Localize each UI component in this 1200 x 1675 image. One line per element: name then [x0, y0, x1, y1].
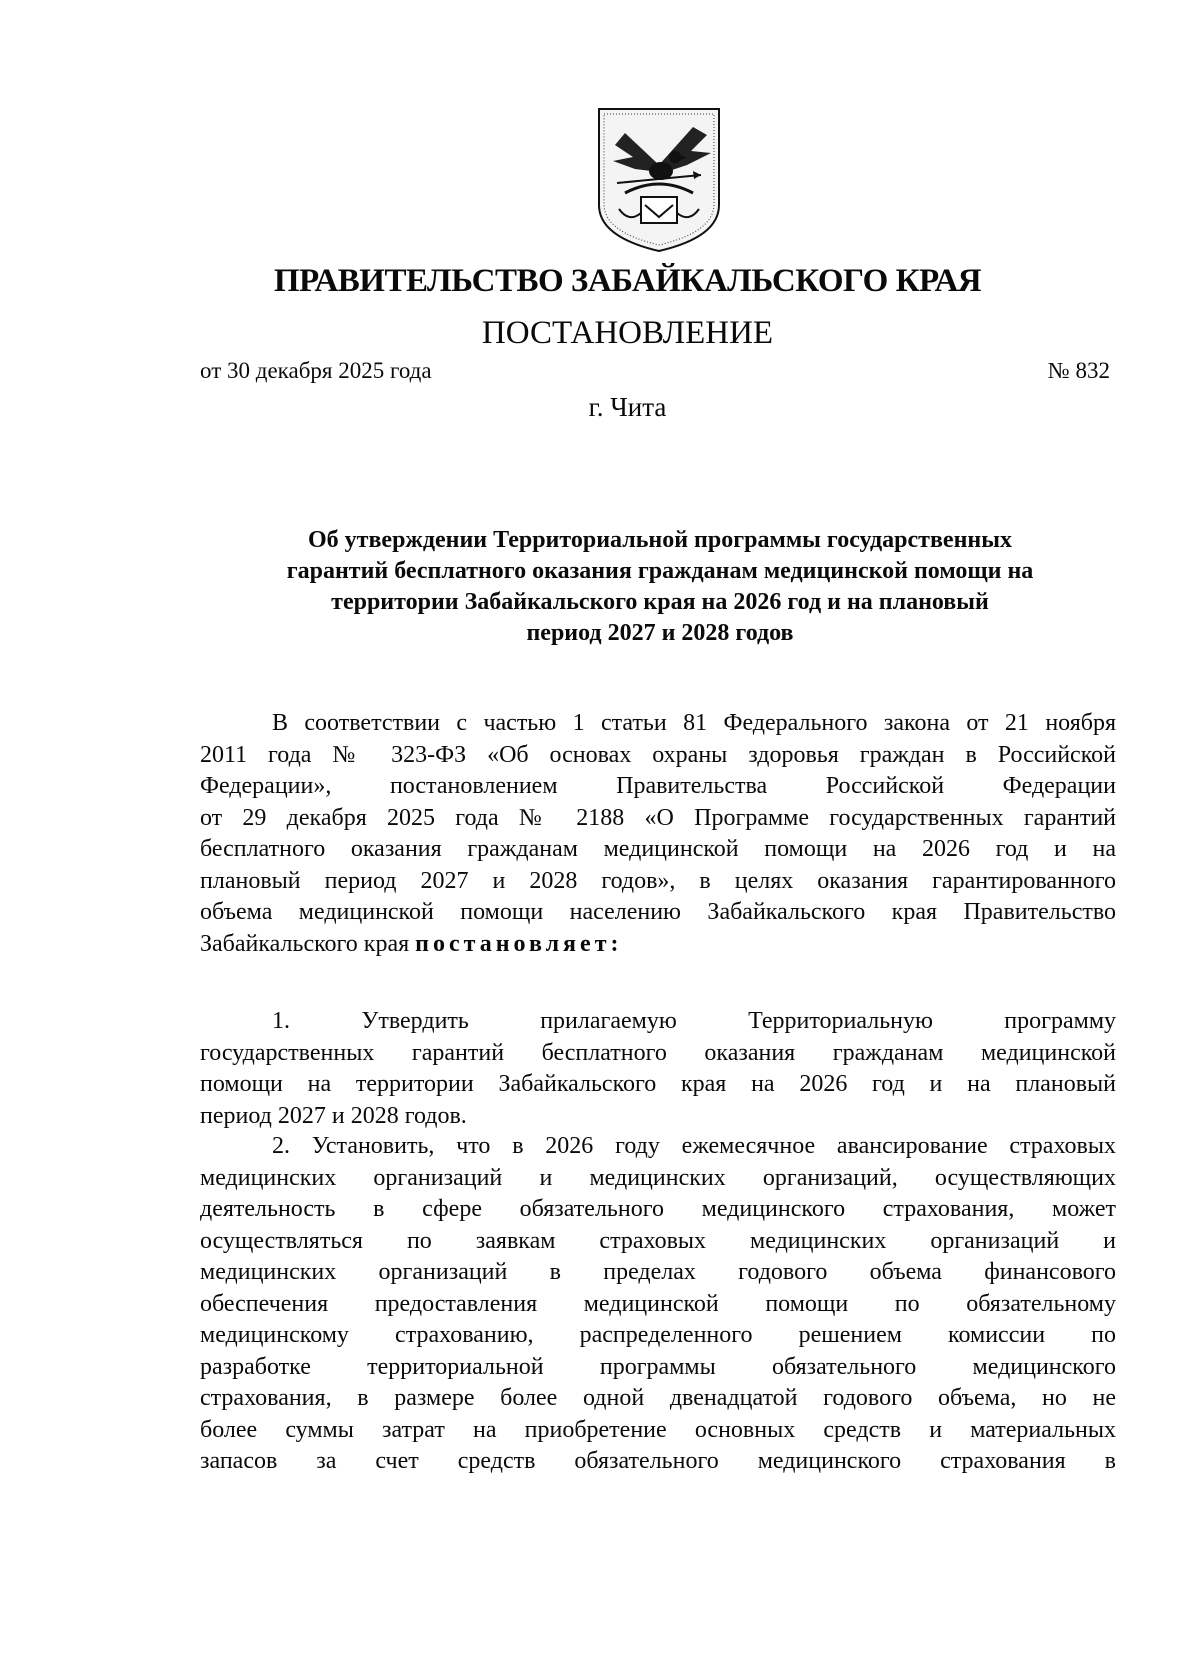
paragraph-line: деятельность в сфере обязательного медицинского страхования, может: [200, 1196, 1116, 1222]
subject-line: Об утверждении Территориальной программы государственных: [308, 527, 1012, 553]
paragraph-line: медицинскому страхованию, распределенного решением комиссии по: [200, 1322, 1116, 1348]
paragraph-line: В соответствии с частью 1 статьи 81 Федерального закона от 21 ноября: [272, 710, 1116, 736]
document-date: от 30 декабря 2025 года: [200, 358, 432, 383]
item-1-paragraph: [200, 1006, 1116, 1132]
paragraph-line: страхования, в размере более одной двенадцатой годового объема, но не: [200, 1385, 1116, 1411]
paragraph-line: 2011 года № 323-ФЗ «Об основах охраны здоровья граждан в Российской: [200, 741, 1116, 768]
paragraph-line: 1. Утвердить прилагаемую Территориальную программу: [272, 1008, 1116, 1034]
paragraph-line: более суммы затрат на приобретение основных средств и материальных: [200, 1416, 1116, 1443]
paragraph-line: Федерации», постановлением Правительства Российской Федерации: [200, 773, 1116, 799]
paragraph-line: период 2027 и 2028 годов.: [200, 1102, 467, 1129]
paragraph-line: [200, 929, 1116, 961]
document-number: № 832: [1047, 358, 1110, 383]
preamble-paragraph: [200, 708, 1116, 960]
government-title: ПРАВИТЕЛЬСТВО ЗАБАЙКАЛЬСКОГО КРАЯ: [273, 263, 982, 299]
paragraph-line: объема медицинской помощи населению Забайкальского края Правительство: [200, 899, 1116, 925]
decree-word: постановляет:: [415, 930, 623, 957]
paragraph-line: осуществляться по заявкам страховых медицинских организаций и: [200, 1227, 1116, 1254]
paragraph-line: разработке территориальной программы обязательного медицинского: [200, 1353, 1116, 1380]
paragraph-line: 2. Установить, что в 2026 году ежемесячное авансирование страховых: [272, 1133, 1116, 1159]
coat-of-arms-emblem: [595, 105, 723, 255]
paragraph-line: медицинских организаций и медицинских организаций, осуществляющих: [200, 1164, 1116, 1191]
subject-line: период 2027 и 2028 годов: [526, 620, 794, 646]
item-2-paragraph: [200, 1131, 1116, 1478]
paragraph-line: помощи на территории Забайкальского края на 2026 год и на плановый: [200, 1071, 1116, 1097]
paragraph-line-prefix: Забайкальского края: [200, 930, 416, 957]
document-subject: [200, 525, 1120, 649]
subject-line: территории Забайкальского края на 2026 год и на плановый: [331, 589, 989, 615]
paragraph-line: бесплатного оказания гражданам медицинской помощи на 2026 год и на: [200, 836, 1116, 862]
document-city: г. Чита: [588, 392, 667, 422]
paragraph-line: запасов за счет средств обязательного медицинского страхования в: [200, 1448, 1116, 1474]
paragraph-line: обеспечения предоставления медицинской помощи по обязательному: [200, 1290, 1116, 1317]
paragraph-line: медицинских организаций в пределах годового объема финансового: [200, 1259, 1116, 1285]
paragraph-line: плановый период 2027 и 2028 годов», в целях оказания гарантированного: [200, 867, 1116, 894]
paragraph-line: государственных гарантий бесплатного оказания гражданам медицинской: [200, 1039, 1116, 1066]
subject-line: гарантий бесплатного оказания гражданам медицинской помощи на: [286, 558, 1034, 584]
document-type: ПОСТАНОВЛЕНИЕ: [481, 315, 774, 351]
paragraph-line: от 29 декабря 2025 года № 2188 «О Программе государственных гарантий: [200, 804, 1116, 831]
